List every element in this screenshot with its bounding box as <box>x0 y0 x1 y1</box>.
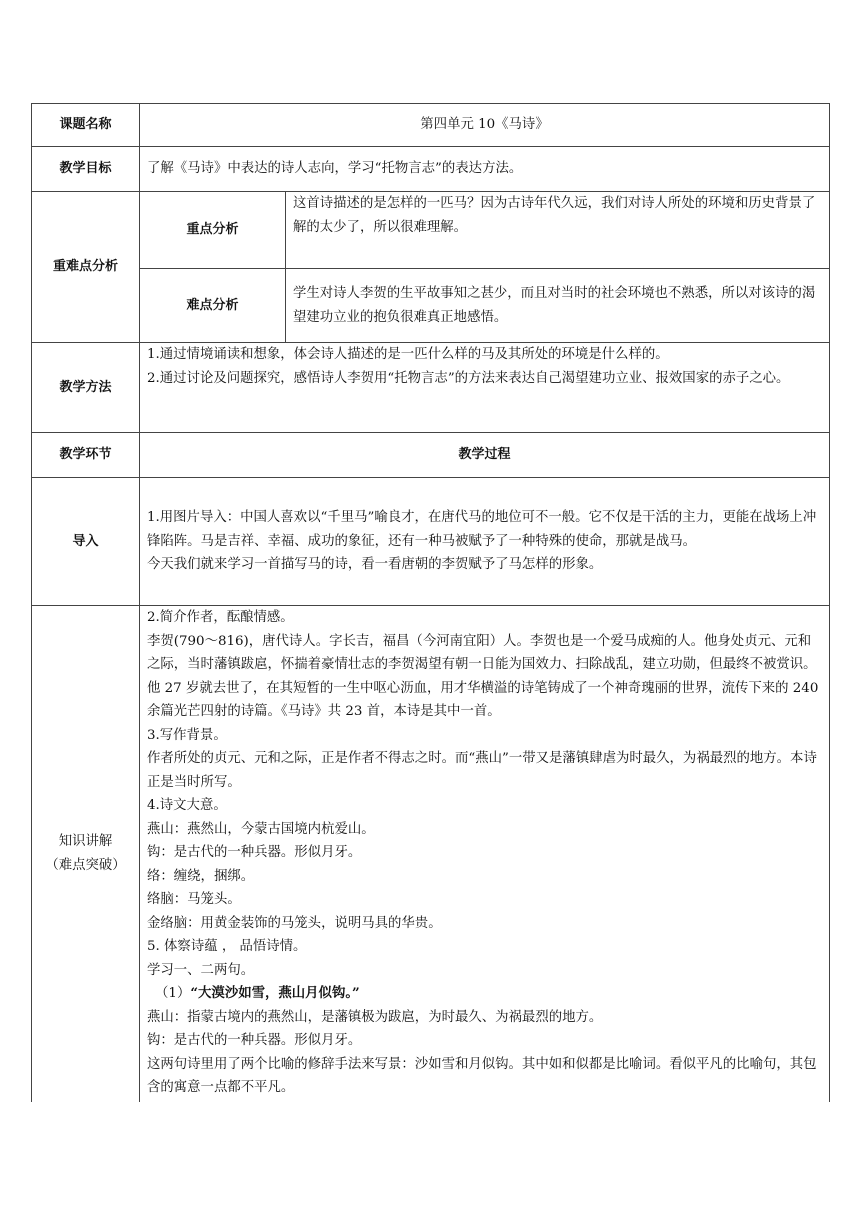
knowledge-content <box>140 606 830 1102</box>
knowledge-line: 李贺(790～816)，唐代诗人。字长吉，福昌（今河南宜阳）人。李贺也是一个爱马成痴的人。他身处贞元、元和之际，当时藩镇跋扈，怀揣着豪情壮志的李贺渴望有朝一日能为国效力、扫除战乱，建立功勋，但最终不被赏识。他 27 岁就去世了，在其短暂的一生中呕心沥血，用才华横溢的诗笔铸成了一个神奇瑰丽的世界，流传下来的 240 余篇光芒四射的诗篇。《马诗》共 23 首，本诗是其中一首。 <box>147 633 819 719</box>
poem-quote-line <box>147 982 822 1006</box>
method-row <box>32 343 830 433</box>
method-content <box>140 343 830 433</box>
intro-line: 今天我们就来学习一首描写马的诗，看一看唐朝的李贺赋予了马怎样的形象。 <box>147 557 603 573</box>
hard-point-row <box>32 269 830 343</box>
knowledge-row <box>32 606 830 1102</box>
method-label: 教学方法 <box>32 343 140 433</box>
knowledge-line: 络：缠绕，捆绑。 <box>147 868 255 884</box>
knowledge-label-line1: 知识讲解 <box>58 834 113 850</box>
knowledge-line: 4.诗文大意。 <box>147 798 227 813</box>
lesson-plan-table <box>31 103 830 1102</box>
key-point-text: 这首诗描述的是怎样的一匹马？因为古诗年代久远，我们对诗人所处的环境和历史背景了解的太少了，所以很难理解。 <box>286 192 830 269</box>
knowledge-line: 5. 体察诗蕴 ， 品悟诗情。 <box>147 939 307 954</box>
knowledge-line: 络脑：马笼头。 <box>147 892 241 907</box>
knowledge-label-line2: （难点突破） <box>45 857 126 873</box>
hard-point-text: 学生对诗人李贺的生平故事知之甚少，而且对当时的社会环境也不熟悉，所以对该诗的渴望建功立业的抱负很难真正地感悟。 <box>286 269 830 343</box>
difficulty-label: 重难点分析 <box>32 192 140 343</box>
intro-row <box>32 478 830 606</box>
title-label: 课题名称 <box>32 104 140 147</box>
method-line: 2.通过讨论及问题探究，感悟诗人李贺用“托物言志”的方法来表达自己渴望建功立业、报效国家的赤子之心。 <box>147 370 790 386</box>
knowledge-line: 钩：是古代的一种兵器。形似月牙。 <box>147 1033 362 1048</box>
goal-label: 教学目标 <box>32 147 140 192</box>
knowledge-line: 金络脑：用黄金装饰的马笼头，说明马具的华贵。 <box>147 915 442 931</box>
knowledge-line: 钩：是古代的一种兵器。形似月牙。 <box>147 845 362 860</box>
poem-quote-prefix: （1） <box>155 986 191 1001</box>
knowledge-line: 2.简介作者，酝酿情感。 <box>147 610 294 625</box>
goal-value: 了解《马诗》中表达的诗人志向，学习“托物言志”的表达方法。 <box>140 147 830 192</box>
knowledge-line: 3.写作背景。 <box>147 727 227 743</box>
process-header-right: 教学过程 <box>140 433 830 478</box>
key-point-label: 重点分析 <box>140 192 286 269</box>
intro-content <box>140 478 830 606</box>
intro-label: 导入 <box>32 478 140 606</box>
key-point-row <box>32 192 830 269</box>
knowledge-label <box>32 606 140 1102</box>
knowledge-line: 这两句诗里用了两个比喻的修辞手法来写景：沙如雪和月似钩。其中如和似都是比喻词。看似平凡的比喻句，其包含的寓意一点都不平凡。 <box>147 1056 817 1095</box>
knowledge-line: 作者所处的贞元、元和之际，正是作者不得志之时。而“燕山”一带又是藩镇肆虐为时最久，为祸最烈的地方。本诗正是当时所写。 <box>147 751 817 790</box>
knowledge-line: 学习一、二两句。 <box>147 962 255 978</box>
knowledge-line: 燕山：燕然山，今蒙古国境内杭爱山。 <box>147 821 375 837</box>
hard-point-label: 难点分析 <box>140 269 286 343</box>
title-row <box>32 104 830 147</box>
process-header-row <box>32 433 830 478</box>
knowledge-line: 燕山：指蒙古境内的燕然山，是藩镇极为跋扈，为时最久、为祸最烈的地方。 <box>147 1009 603 1025</box>
process-header-left: 教学环节 <box>32 433 140 478</box>
method-line: 1.通过情境诵读和想象，体会诗人描述的是一匹什么样的马及其所处的环境是什么样的。 <box>147 347 669 362</box>
intro-line: 1.用图片导入：中国人喜欢以“千里马”喻良才，在唐代马的地位可不一般。它不仅是干活的主力，更能在战场上冲锋陷阵。马是吉祥、幸福、成功的象征，还有一种马被赋予了一种特殊的使命，那就是战马。 <box>147 510 817 549</box>
poem-quote: “大漠沙如雪，燕山月似钩。” <box>190 985 360 1001</box>
goal-row <box>32 147 830 192</box>
title-value: 第四单元 10《马诗》 <box>140 104 830 147</box>
